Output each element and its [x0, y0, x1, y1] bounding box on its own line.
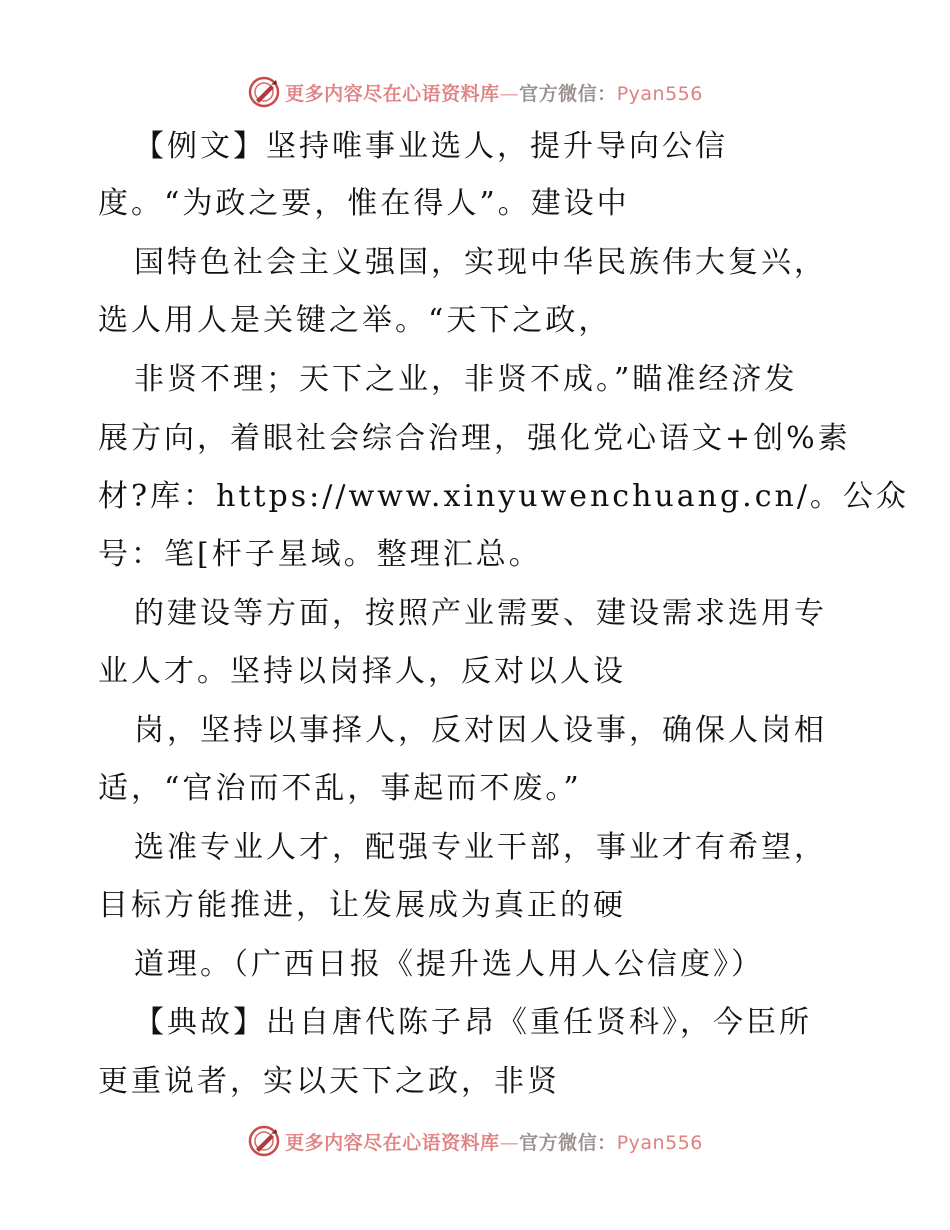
text-line: 选准专业人才，配强专业干部，事业才有希望， [134, 830, 827, 865]
banner-library-name: 更多内容尽在心语资料库 [285, 82, 500, 105]
text-line: 选人用人是关键之举。“天下之政， [98, 303, 612, 338]
banner-dash: — [499, 82, 520, 105]
footer-watermark-banner [0, 1121, 950, 1161]
brand-logo-icon [247, 75, 281, 109]
text-line: 道理。（广西日报《提升选人用人公信度》） [134, 947, 764, 982]
text-line: 国特色社会主义强国，实现中华民族伟大复兴， [134, 245, 827, 280]
text-line: 业人才。坚持以岗择人，反对以人设 [98, 654, 626, 689]
text-line: 材?库：https://www.xinyuwenchuang.cn/。公众 [98, 479, 909, 514]
banner-wechat-id: Pyan556 [616, 82, 703, 105]
text-line: 更重说者，实以天下之政，非贤 [98, 1064, 560, 1099]
banner-dash: — [499, 1131, 520, 1154]
banner-text [285, 79, 703, 106]
text-line: 展方向，着眼社会综合治理，强化党心语文+创%素 [98, 421, 851, 456]
header-watermark-banner [0, 72, 950, 112]
text-line: 【典故】出自唐代陈子昂《重任贤科》，今臣所 [134, 1005, 812, 1040]
text-line: 岗，坚持以事择人，反对因人设事，确保人岗相 [134, 713, 827, 748]
banner-library-name: 更多内容尽在心语资料库 [285, 1131, 500, 1154]
text-line: 目标方能推进，让发展成为真正的硬 [98, 888, 626, 923]
text-line: 非贤不理；天下之业，非贤不成。”瞄准经济发 [134, 362, 798, 397]
text-line: 适，“官治而不乱，事起而不废。” [98, 771, 582, 806]
text-line: 的建设等方面，按照产业需要、建设需求选用专 [134, 596, 827, 631]
banner-wechat-id: Pyan556 [616, 1131, 703, 1154]
text-line: 【例文】坚持唯事业选人，提升导向公信 [134, 129, 728, 164]
text-line: 号：笔[杆子星域。整理汇总。 [98, 537, 542, 572]
brand-logo-icon [247, 1124, 281, 1158]
banner-official-label: 官方微信： [519, 1131, 617, 1154]
text-line: 度。“为政之要，惟在得人”。建设中 [98, 186, 630, 221]
banner-text [285, 1128, 703, 1155]
banner-official-label: 官方微信： [519, 82, 617, 105]
